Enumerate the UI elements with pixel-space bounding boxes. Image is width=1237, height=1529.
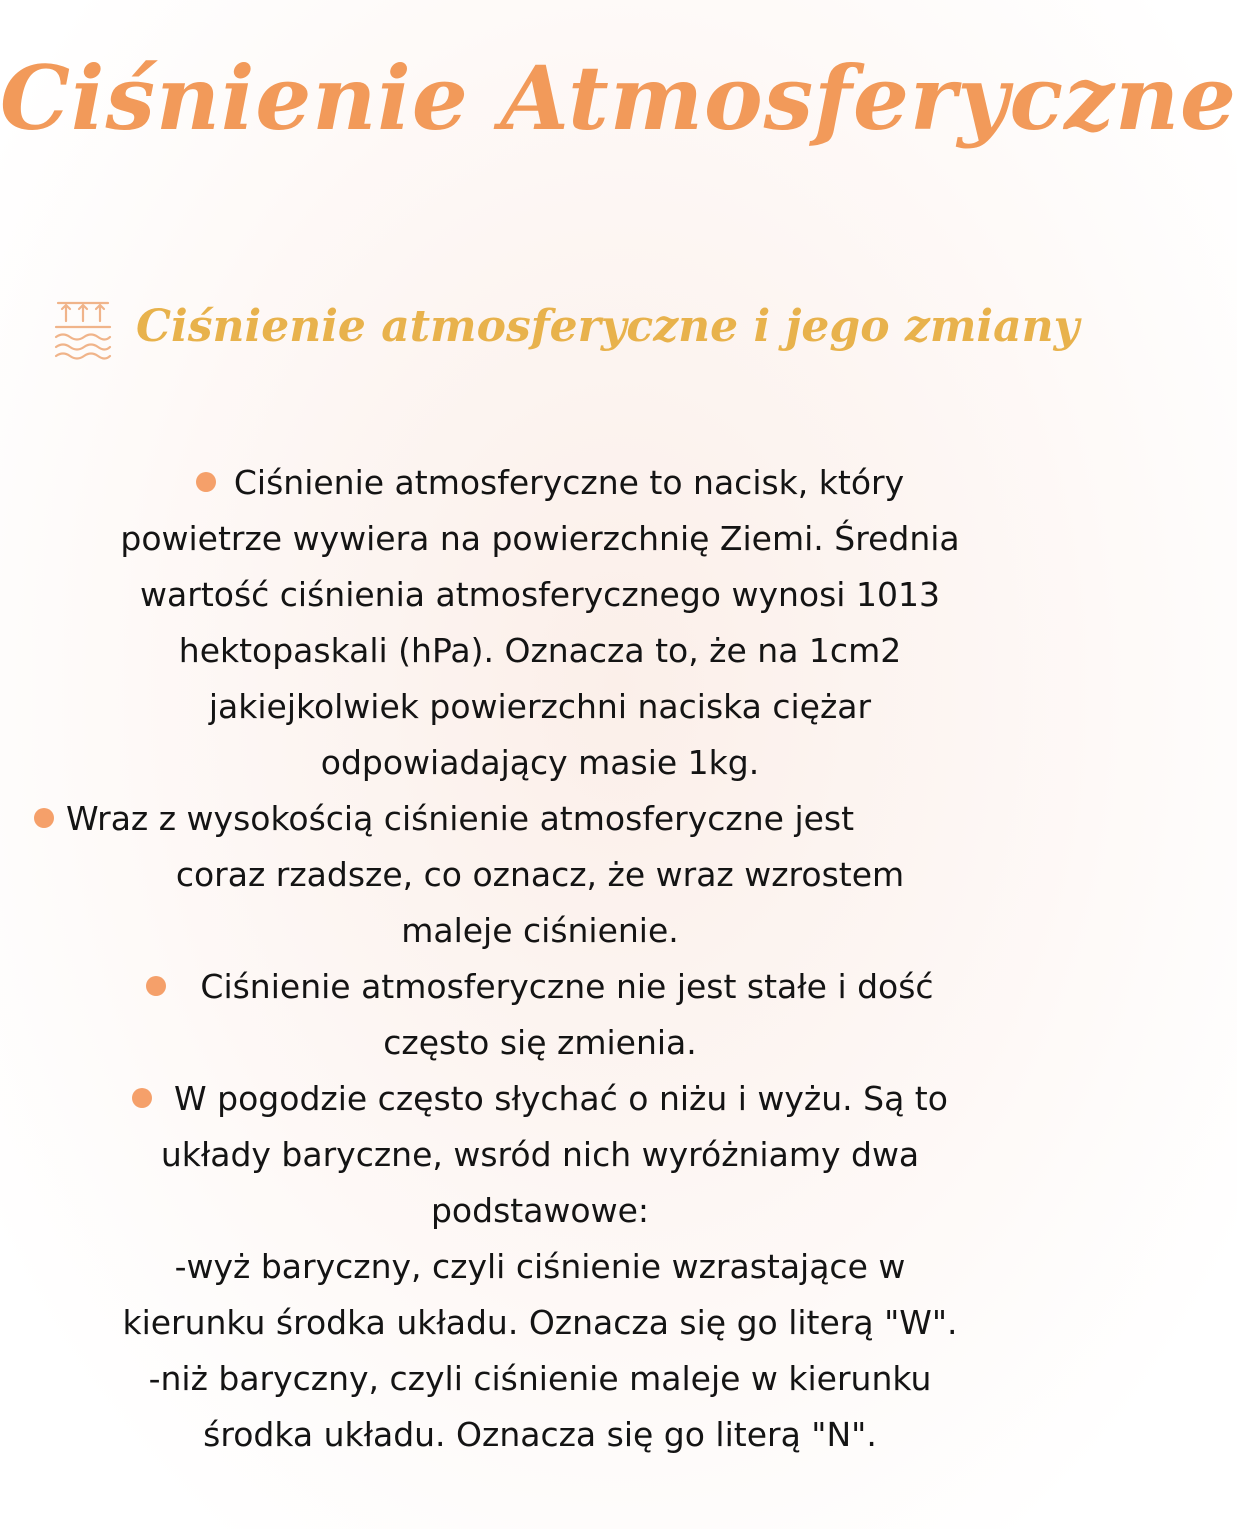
paragraph-line — [0, 959, 1080, 1015]
paragraph-line: coraz rzadsze, co oznacz, że wraz wzrostem — [175, 855, 905, 894]
paragraph-line: podstawowe: — [430, 1191, 650, 1230]
paragraph-line: układy baryczne, wsród nich wyróżniamy dwa — [160, 1135, 920, 1174]
line-text: Wraz z wysokością ciśnienie atmosferyczne jest — [66, 799, 855, 838]
paragraph-line: odpowiadający masie 1kg. — [320, 743, 760, 782]
bullet-dot — [196, 472, 216, 492]
line-text: W pogodzie często słychać o niżu i wyżu. Są to — [174, 1079, 948, 1118]
paragraph-line: wartość ciśnienia atmosferycznego wynosi 1013 — [140, 575, 940, 614]
section-title: Ciśnienie atmosferyczne i jego zmiany — [136, 301, 1080, 352]
paragraph-line: powietrze wywiera na powierzchnię Ziemi. Średnia — [120, 519, 960, 558]
line-text: Ciśnienie atmosferyczne nie jest stałe i dość — [200, 967, 934, 1006]
bullet-dot — [132, 1088, 152, 1108]
paragraph-line: -niż baryczny, czyli ciśnienie maleje w kierunku — [148, 1359, 932, 1398]
section-heading — [52, 282, 1079, 372]
paragraph-line — [0, 1071, 1080, 1127]
paragraph-line: środka układu. Oznacza się go literą "N". — [203, 1415, 877, 1454]
bullet-dot — [146, 976, 166, 996]
bullet-dot — [34, 808, 54, 828]
line-text: Ciśnienie atmosferyczne to nacisk, który — [233, 463, 905, 502]
paragraph-line: kierunku środka układu. Oznacza się go literą "W". — [122, 1303, 958, 1342]
paragraph-line — [0, 455, 1080, 511]
paragraph-line — [0, 791, 1080, 847]
paragraph-line: hektopaskali (hPa). Oznacza to, że na 1cm2 — [178, 631, 902, 670]
notes-body — [0, 455, 1080, 1463]
paragraph-line: jakiejkolwiek powierzchni naciska ciężar — [208, 687, 872, 726]
paragraph-line: maleje ciśnienie. — [401, 911, 679, 950]
page-title: Ciśnienie Atmosferyczne — [0, 46, 1237, 150]
paragraph-line: -wyż baryczny, czyli ciśnienie wzrastające w — [174, 1247, 906, 1286]
pressure-waves-icon — [52, 295, 114, 359]
paragraph-line: często się zmienia. — [383, 1023, 697, 1062]
